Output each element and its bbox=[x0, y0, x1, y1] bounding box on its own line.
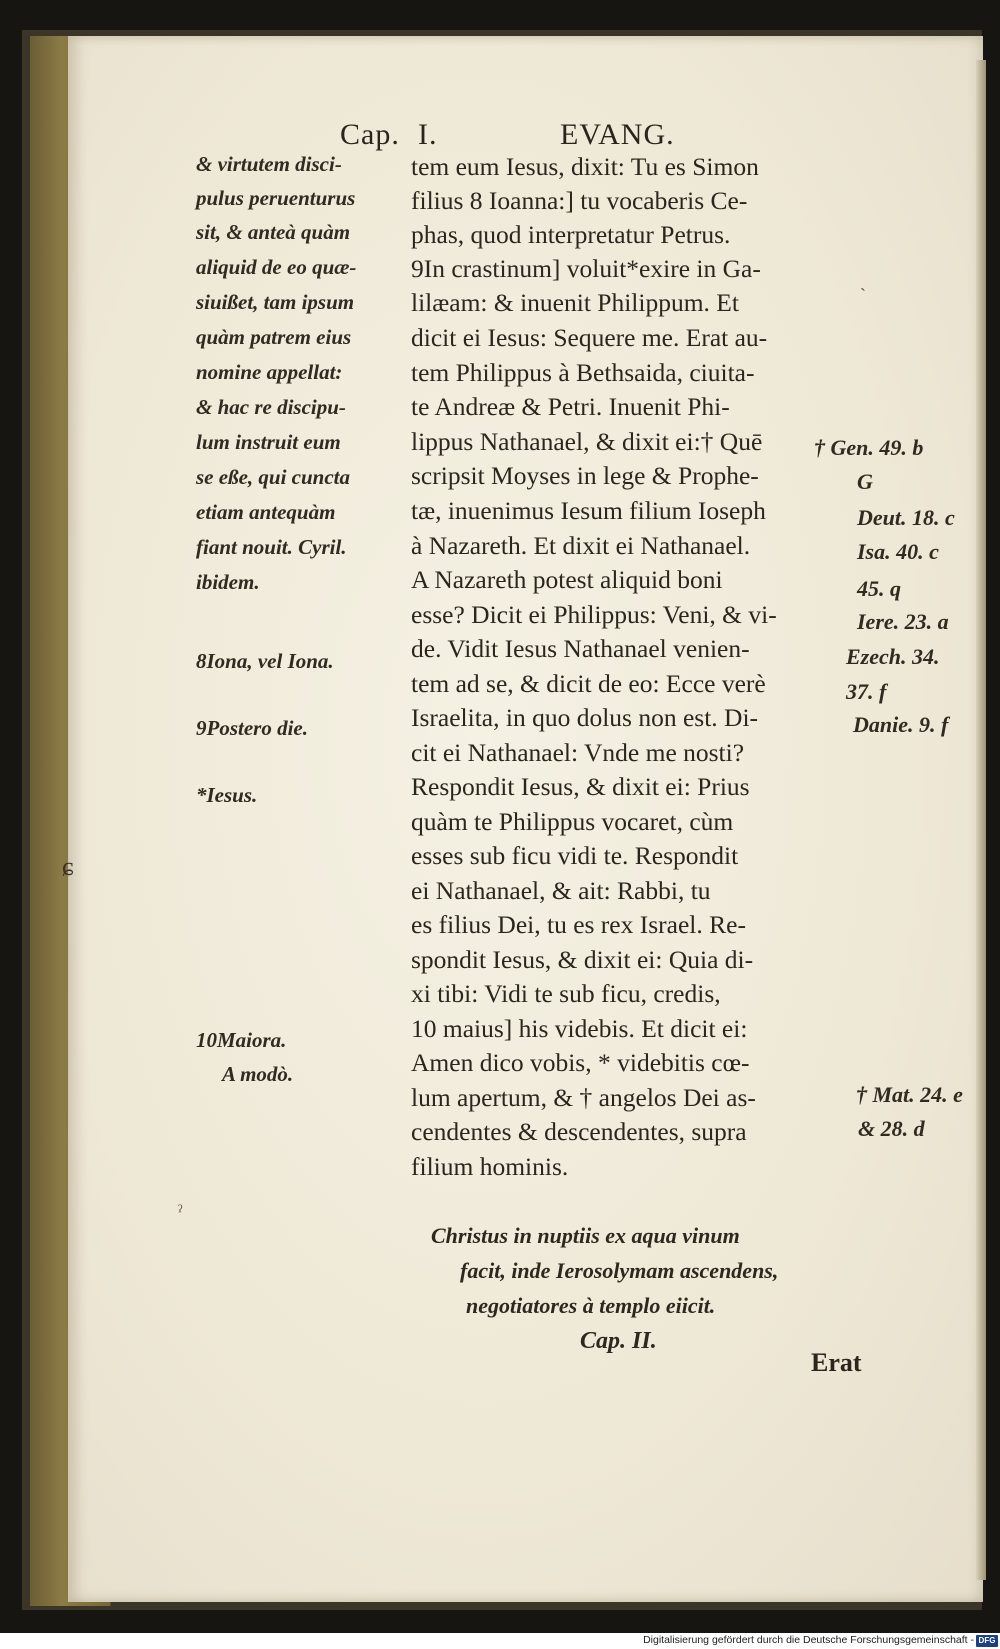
reference: Danie. 9. f bbox=[853, 712, 949, 737]
reference: Deut. 18. c bbox=[857, 505, 955, 530]
main-text-line: lum apertum, & † angelos Dei as- bbox=[411, 1083, 756, 1112]
main-text-line: scripsit Moyses in lege & Prophe- bbox=[411, 461, 759, 490]
main-text-line: te Andreæ & Petri. Inuenit Phi- bbox=[411, 392, 730, 421]
reference: Ezech. 34. bbox=[846, 644, 940, 669]
main-text-line: à Nazareth. Et dixit ei Nathanael. bbox=[411, 531, 751, 560]
main-text-line: 10 maius] his videbis. Et dicit ei: bbox=[411, 1014, 748, 1043]
page-edge bbox=[976, 60, 986, 1580]
chapter-summary-line: negotiatores à templo eiicit. bbox=[466, 1293, 716, 1318]
main-text-line: dicit ei Iesus: Sequere me. Erat au- bbox=[411, 323, 768, 352]
side-note bbox=[196, 712, 308, 744]
gloss-line: & hac re discipu- bbox=[196, 395, 346, 419]
gloss-line: fiant nouit. Cyril. bbox=[196, 535, 347, 559]
gloss-line: & virtutem disci- bbox=[196, 152, 342, 176]
side-note-marker: 8 bbox=[196, 649, 207, 673]
main-text-line: xi tibi: Vidi te sub ficu, credis, bbox=[411, 979, 721, 1008]
gloss-line: etiam antequàm bbox=[196, 500, 336, 524]
gloss-line: quàm patrem eius bbox=[196, 325, 352, 349]
main-text-line: filium hominis. bbox=[411, 1152, 569, 1181]
main-text-line: Respondit Iesus, & dixit ei: Prius bbox=[411, 772, 750, 801]
side-note bbox=[222, 1058, 293, 1090]
main-text-line: phas, quod interpretatur Petrus. bbox=[411, 220, 731, 249]
chapter-summary-line: facit, inde Ierosolymam ascendens, bbox=[460, 1258, 779, 1283]
main-text-line: es filius Dei, tu es rex Israel. Re- bbox=[411, 910, 746, 939]
reference: Isa. 40. c bbox=[857, 539, 939, 564]
main-text-line: quàm te Philippus vocaret, cùm bbox=[411, 807, 734, 836]
gloss-line: nomine appellat: bbox=[196, 360, 343, 384]
main-text-line: lippus Nathanael, & dixit ei:† Quē bbox=[411, 427, 763, 456]
main-text-line: Israelita, in quo dolus non est. Di- bbox=[411, 703, 759, 732]
reference: G bbox=[857, 469, 873, 494]
digitization-credit: Digitalisierung gefördert durch die Deutsche Forschungsgemeinschaft - bbox=[643, 1634, 974, 1646]
catchword: Erat bbox=[811, 1348, 862, 1377]
main-text-line: lilæam: & inuenit Philippum. Et bbox=[411, 288, 739, 317]
side-note-text: Postero die. bbox=[206, 716, 308, 740]
stray-ink-mark: ˀ bbox=[178, 1201, 183, 1221]
gloss-line: sit, & anteà quàm bbox=[196, 220, 351, 244]
main-text-line: spondit Iesus, & dixit ei: Quia di- bbox=[411, 945, 754, 974]
main-text-line: cit ei Nathanael: Vnde me nosti? bbox=[411, 738, 745, 767]
side-note-marker: 10 bbox=[196, 1028, 217, 1052]
gloss-line: pulus peruenturus bbox=[196, 186, 356, 210]
side-note-text: Iona, vel Iona. bbox=[206, 649, 334, 673]
side-note bbox=[196, 779, 257, 811]
main-text-line: 9In crastinum] voluit*exire in Ga- bbox=[411, 254, 761, 283]
main-text-line: ei Nathanael, & ait: Rabbi, tu bbox=[411, 876, 711, 905]
side-note-text: Maiora. bbox=[217, 1028, 287, 1052]
running-head-chapter-label: Cap. bbox=[340, 118, 400, 151]
reference: Iere. 23. a bbox=[857, 609, 949, 634]
gloss-line: siuißet, tam ipsum bbox=[196, 290, 355, 314]
main-text-line: tem eum Iesus, dixit: Tu es Simon bbox=[411, 152, 759, 181]
main-text-line: Amen dico vobis, * videbitis cœ- bbox=[411, 1048, 750, 1077]
side-note-text: A modò. bbox=[222, 1062, 294, 1086]
reference: † Gen. 49. b bbox=[814, 435, 924, 460]
main-text-line: tem ad se, & dicit de eo: Ecce verè bbox=[411, 669, 766, 698]
running-head-chapter-number: I. bbox=[418, 118, 438, 151]
main-text-line: filius 8 Ioanna:] tu vocaberis Ce- bbox=[411, 186, 748, 215]
dfg-logo: DFG bbox=[976, 1635, 998, 1647]
main-text-line: tæ, inuenimus Iesum filium Ioseph bbox=[411, 496, 766, 525]
gloss-line: se eße, qui cuncta bbox=[196, 465, 350, 489]
main-text-line: esse? Dicit ei Philippus: Veni, & vi- bbox=[411, 600, 777, 629]
chapter-summary-line: Christus in nuptiis ex aqua vinum bbox=[431, 1223, 740, 1248]
main-text-line: tem Philippus à Bethsaida, ciuita- bbox=[411, 358, 755, 387]
main-text-line: esses sub ficu vidi te. Respondit bbox=[411, 841, 739, 870]
gloss-line: aliquid de eo quæ- bbox=[196, 255, 357, 279]
main-text-line: cendentes & descendentes, supra bbox=[411, 1117, 747, 1146]
main-text-line: A Nazareth potest aliquid boni bbox=[411, 565, 723, 594]
side-note-text: Iesus. bbox=[206, 783, 258, 807]
gloss-line: ibidem. bbox=[196, 570, 260, 594]
main-text-line: de. Vidit Iesus Nathanael venien- bbox=[411, 634, 750, 663]
side-note-marker: 9 bbox=[196, 716, 207, 740]
running-head-title: EVANG. bbox=[560, 118, 675, 151]
reference: † Mat. 24. e bbox=[856, 1082, 963, 1107]
reference: 37. f bbox=[846, 679, 887, 704]
stray-ink-mark: ɕ bbox=[62, 852, 74, 881]
chapter-number-heading: Cap. II. bbox=[580, 1328, 657, 1354]
reference: 45. q bbox=[857, 576, 901, 601]
reference: & 28. d bbox=[858, 1116, 925, 1141]
stray-ink-mark: ˋ bbox=[860, 285, 866, 305]
side-note bbox=[196, 1024, 286, 1056]
side-note-marker: * bbox=[196, 783, 207, 807]
gloss-line: lum instruit eum bbox=[196, 430, 341, 454]
running-head bbox=[340, 118, 740, 154]
side-note bbox=[196, 645, 334, 677]
